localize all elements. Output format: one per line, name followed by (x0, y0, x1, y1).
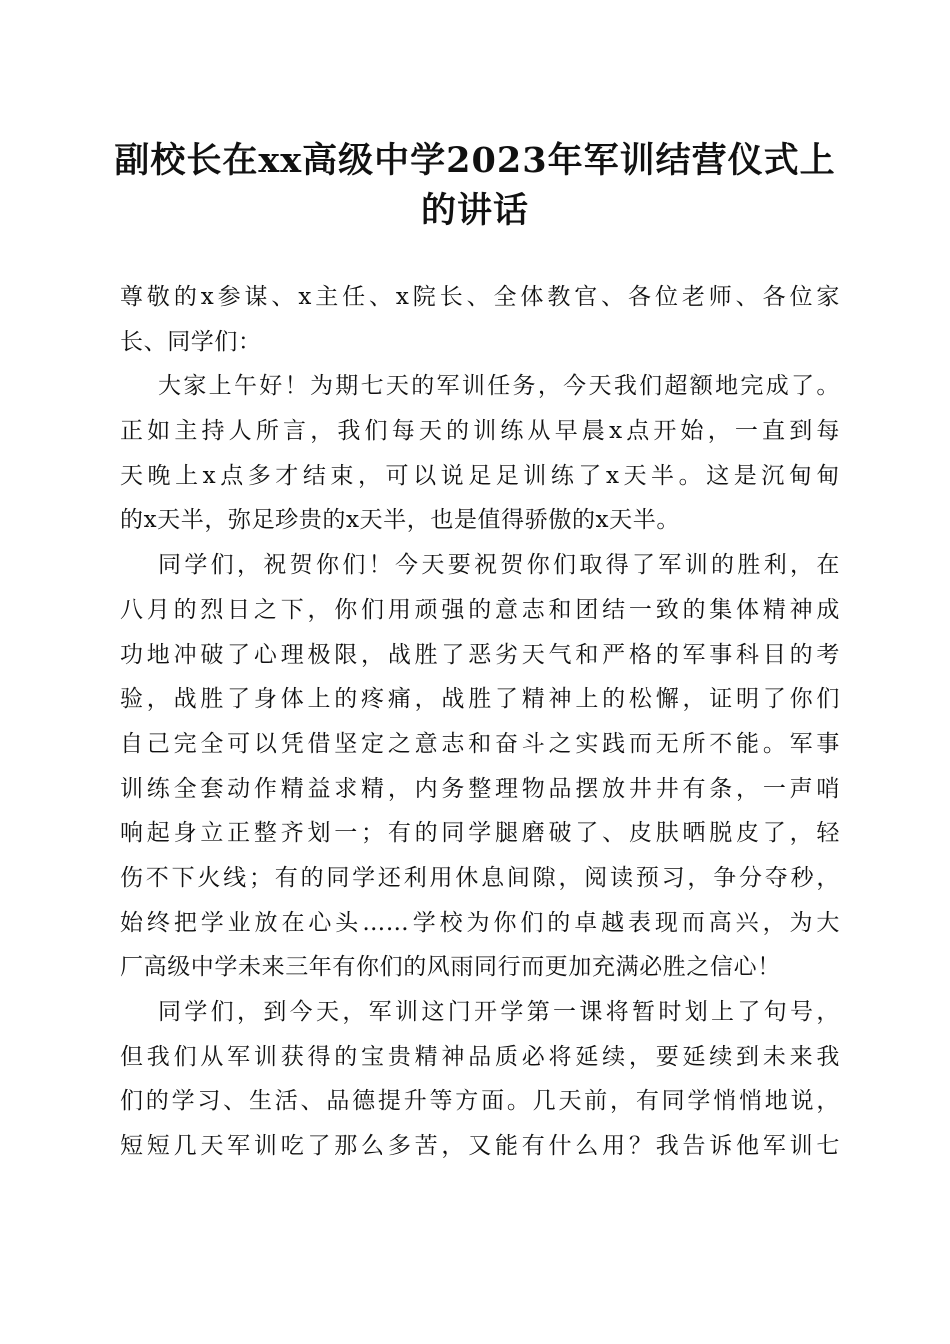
body-text-line: 功地冲破了心理极限，战胜了恶劣天气和严格的军事科目的考 (120, 641, 840, 668)
body-text-line: 同学们，祝贺你们！今天要祝贺你们取得了军训的胜利，在 (158, 552, 840, 579)
body-text-line: 尊敬的x参谋、x主任、x院长、全体教官、各位老师、各位家 (120, 284, 840, 310)
body-text-line: 同学们，到今天，军训这门开学第一课将暂时划上了句号， (158, 999, 840, 1025)
body-text-line: 但我们从军训获得的宝贵精神品质必将延续，要延续到未来我 (120, 1043, 840, 1070)
body-text-line: 验，战胜了身体上的疼痛，战胜了精神上的松懈，证明了你们 (120, 686, 840, 713)
body-text-line: 天晚上x点多才结束，可以说足足训练了x天半。这是沉甸甸 (120, 462, 840, 489)
body-text-line: 响起身立正整齐划一；有的同学腿磨破了、皮肤晒脱皮了，轻 (120, 820, 840, 847)
body-text-line: 的x天半，弥足珍贵的x天半，也是值得骄傲的x天半。 (120, 507, 680, 534)
body-text-line: 始终把学业放在心头……学校为你们的卓越表现而高兴，为大 (120, 909, 840, 936)
body-text-line: 八月的烈日之下，你们用顽强的意志和团结一致的集体精神成 (120, 596, 840, 623)
body-text-line: 大家上午好！为期七天的军训任务，今天我们超额地完成了。 (158, 373, 840, 400)
body-text-line: 自己完全可以凭借坚定之意志和奋斗之实践而无所不能。军事 (120, 730, 840, 757)
body-text-line: 伤不下火线；有的同学还利用休息间隙，阅读预习，争分夺秒， (120, 864, 840, 891)
body-text-line: 正如主持人所言，我们每天的训练从早晨x点开始，一直到每 (120, 418, 840, 445)
body-text-line: 短短几天军训吃了那么多苦，又能有什么用？我告诉他军训七 (120, 1133, 840, 1160)
body-text-line: 厂高级中学未来三年有你们的风雨同行而更加充满必胜之信心！ (120, 954, 781, 981)
title-line-2: 的讲话 (420, 190, 529, 231)
body-text-line: 们的学习、生活、品德提升等方面。几天前，有同学悄悄地说， (120, 1088, 840, 1115)
document-title (110, 136, 840, 236)
body-text-line: 训练全套动作精益求精，内务整理物品摆放井井有条，一声哨 (120, 775, 840, 802)
body-text-line: 长、同学们： (120, 328, 262, 355)
title-line-1: 副校长在xx高级中学2023年军训结营仪式上 (114, 140, 836, 181)
document-body (120, 275, 840, 1169)
